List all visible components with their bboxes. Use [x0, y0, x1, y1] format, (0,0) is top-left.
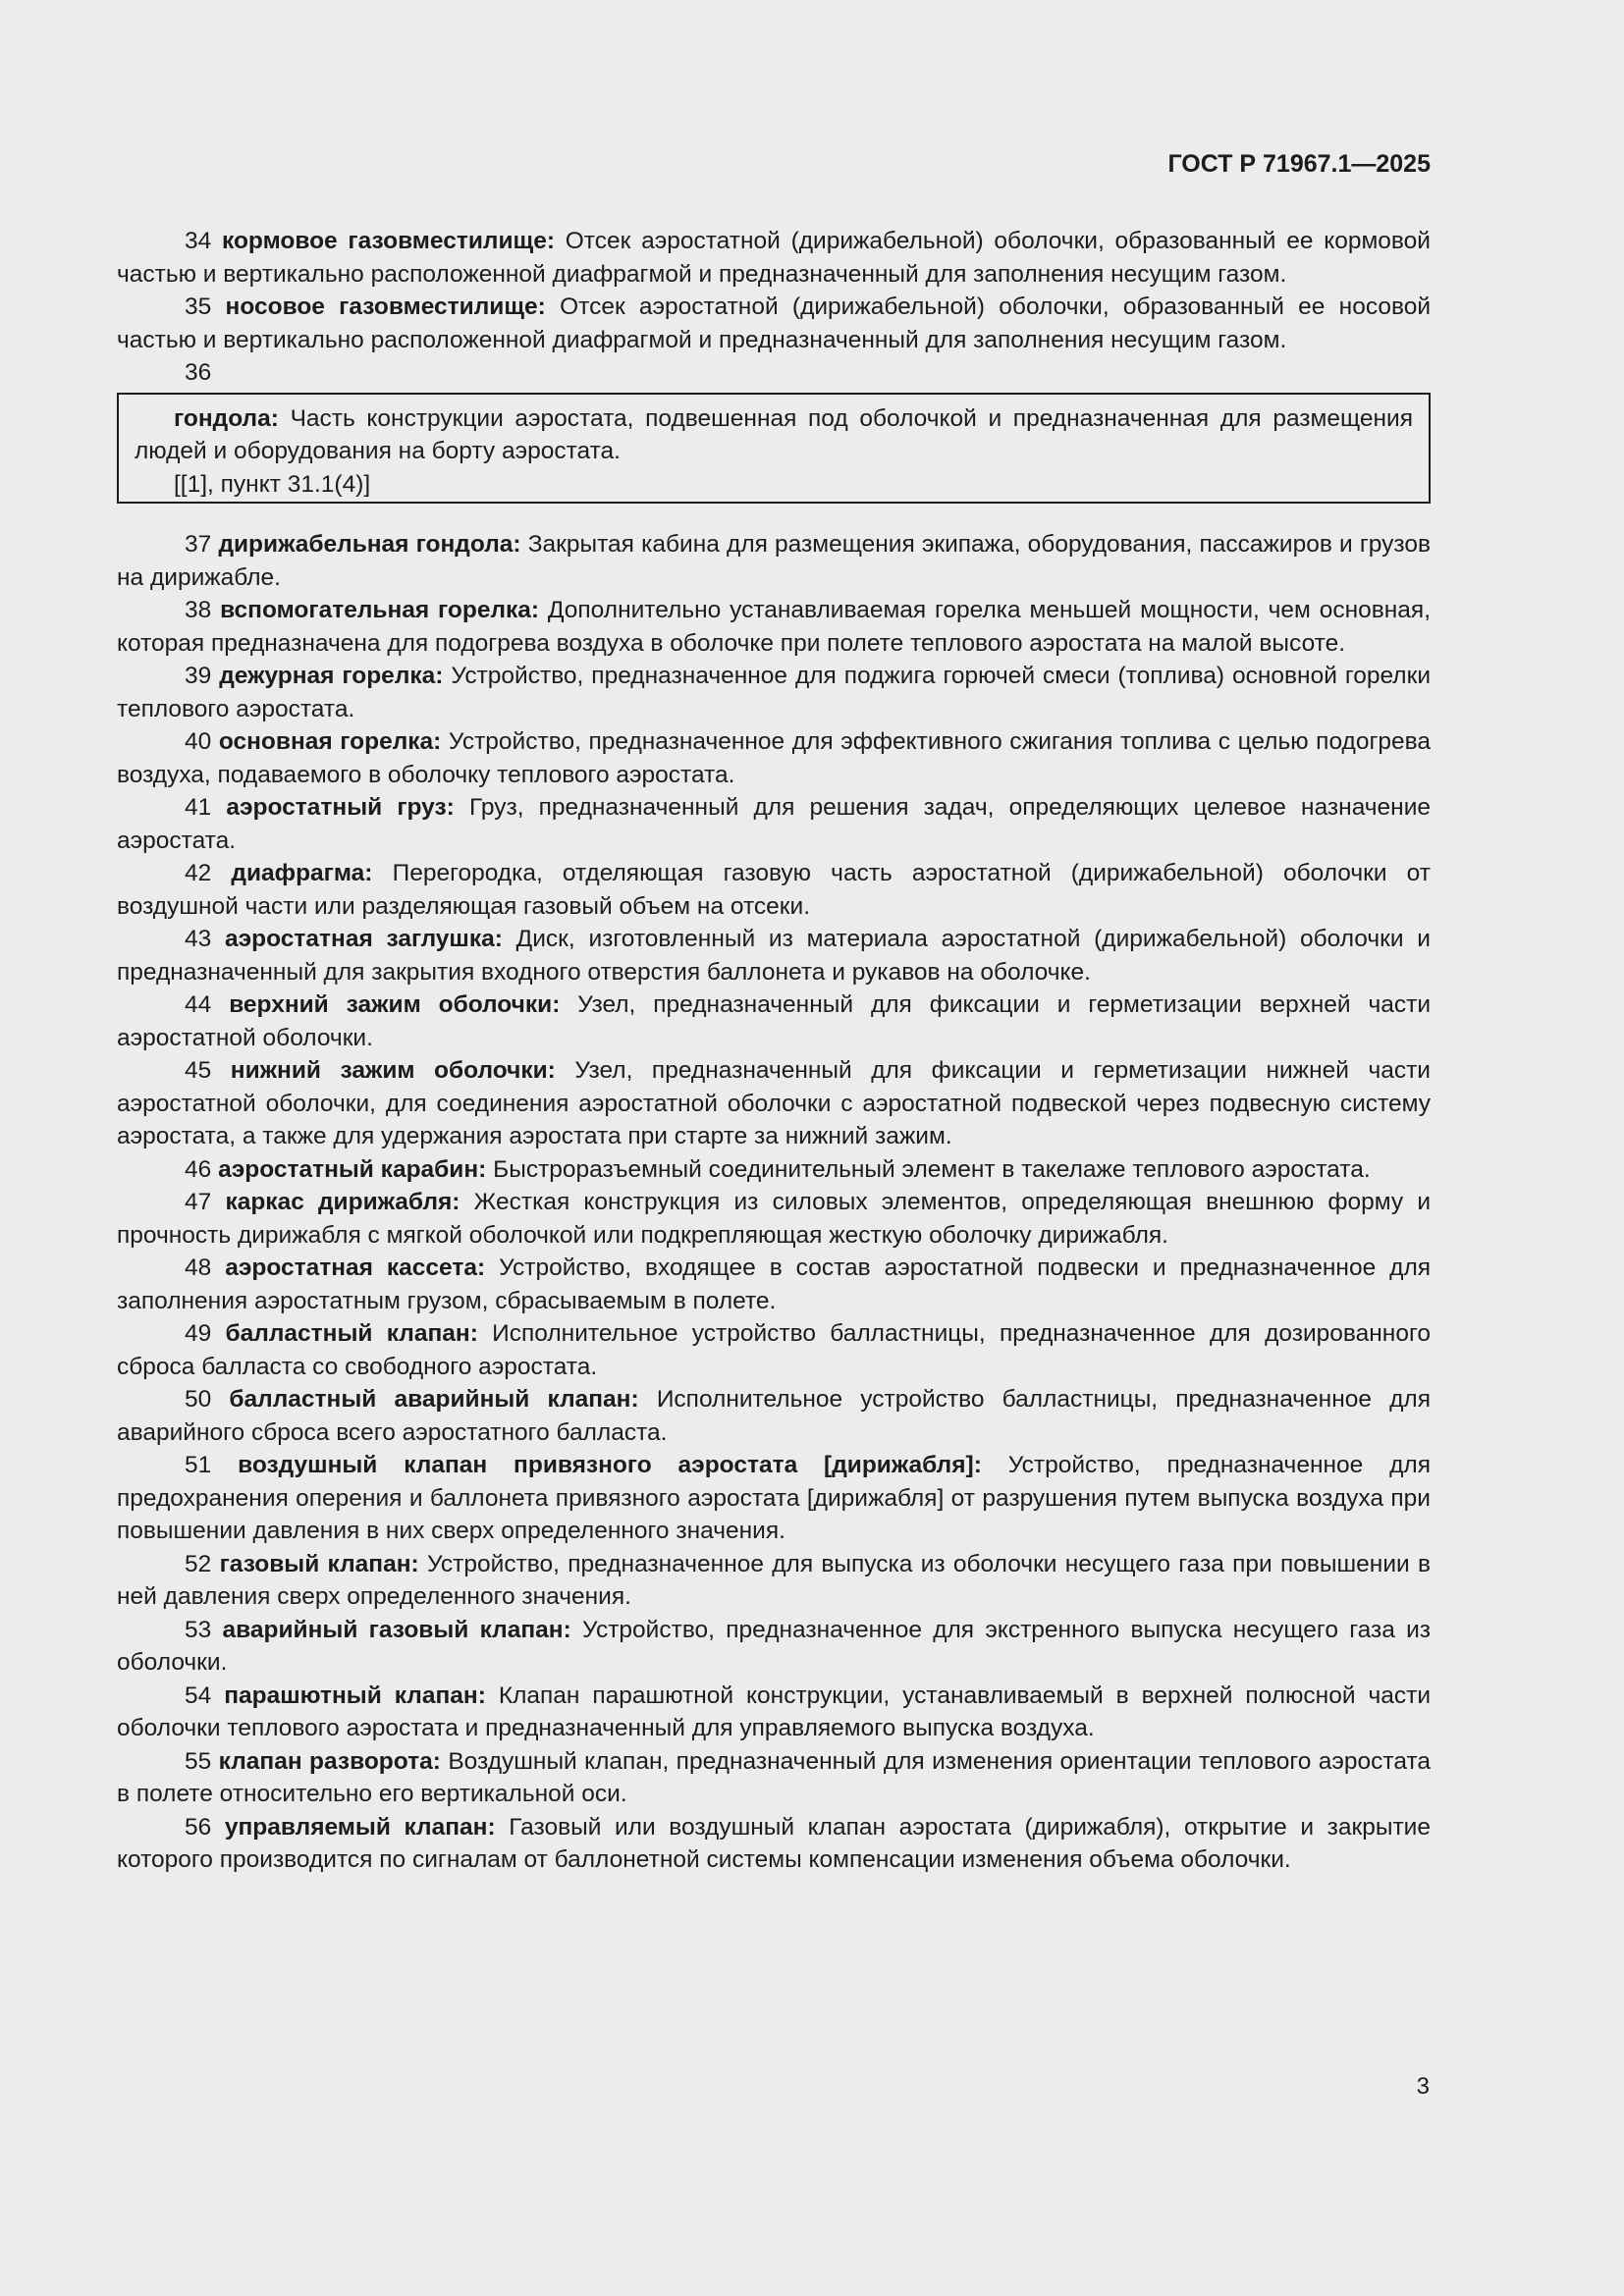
term-number: 41 — [185, 794, 212, 821]
term-entry — [117, 594, 1431, 660]
term-number: 38 — [185, 597, 212, 623]
entries-before-box — [117, 225, 1431, 390]
term-name: носовое газовместилище: — [225, 294, 546, 320]
term-entry — [117, 1811, 1431, 1877]
term-name: аэростатная заглушка: — [225, 926, 503, 952]
document-id: ГОСТ Р 71967.1—2025 — [1167, 150, 1431, 178]
term-name: нижний зажим оболочки: — [230, 1057, 556, 1084]
term-number: 36 — [185, 359, 212, 386]
term-definition: Устройство, предназначенное для предохранения оперения и баллонета привязного аэростата [дирижабля] от разрушения путем выпуска воздуха при повышении давления в них сверх определенного значения. — [117, 1452, 1431, 1544]
term-name: парашютный клапан: — [224, 1682, 486, 1709]
term-definition: Газовый или воздушный клапан аэростата (дирижабля), открытие и закрытие которого производится по сигналам от баллонетной системы компенсации изменения объема оболочки. — [117, 1813, 1431, 1873]
term-entry — [117, 1252, 1431, 1317]
term-definition: Узел, предназначенный для фиксации и герметизации нижней части аэростатной оболочки, для соединения аэростатной оболочки с аэростатной подвеской через подвесную систему аэростата, а также для удержания аэростата при старте за нижний зажим. — [117, 1057, 1431, 1149]
term-number: 45 — [185, 1057, 212, 1084]
term-definition: Устройство, предназначенное для эффективного сжигания топлива с целью подогрева воздуха, подаваемого в оболочку теплового аэростата. — [117, 728, 1432, 788]
term-name: дирижабельная гондола: — [218, 531, 521, 558]
term-definition: Закрытая кабина для размещения экипажа, оборудования, пассажиров и грузов на дирижабле. — [117, 531, 1431, 591]
term-number: 55 — [185, 1747, 212, 1775]
term-name: клапан разворота: — [218, 1747, 441, 1775]
term-definition: Отсек аэростатной (дирижабельной) оболочки, образованный ее кормовой частью и вертикально расположенной диафрагмой и предназначенный для заполнения несущим газом. — [117, 228, 1431, 288]
term-definition: Перегородка, отделяющая газовую часть аэростатной (дирижабельной) оболочки от воздушной части или разделяющая газовый объем на отсеки. — [117, 860, 1431, 920]
term-entry — [117, 857, 1431, 923]
term-entry — [117, 1383, 1431, 1449]
term-number: 50 — [185, 1386, 212, 1413]
term-number: 42 — [185, 860, 212, 886]
term-number: 49 — [185, 1320, 212, 1347]
term-name: воздушный клапан привязного аэростата [дирижабля]: — [238, 1452, 982, 1478]
term-name: управляемый клапан: — [224, 1813, 496, 1841]
term-number: 48 — [185, 1255, 212, 1281]
term-number: 39 — [185, 663, 212, 689]
boxed-definition — [117, 393, 1431, 505]
term-definition: Груз, предназначенный для решения задач, определяющих целевое назначение аэростата. — [117, 794, 1432, 854]
term-definition: Отсек аэростатной (дирижабельной) оболочки, образованный ее носовой частью и вертикально расположенной диафрагмой и предназначенный для заполнения несущим газом. — [117, 294, 1432, 353]
term-name: аварийный газовый клапан: — [222, 1616, 571, 1643]
boxed-term: гондола: — [174, 404, 279, 432]
term-entry — [117, 291, 1431, 356]
term-entry — [117, 1317, 1431, 1383]
boxed-source: [[1], пункт 31.1(4)] — [174, 470, 371, 498]
term-number: 46 — [185, 1155, 212, 1183]
term-number: 52 — [185, 1550, 212, 1577]
term-number: 35 — [185, 294, 212, 320]
term-entry — [117, 1054, 1431, 1153]
term-definition: Клапан парашютной конструкции, устанавливаемый в верхней полюсной части оболочки теплового аэростата и предназначенный для управляемого выпуска воздуха. — [117, 1682, 1432, 1741]
term-entry — [117, 988, 1431, 1054]
term-entry — [117, 528, 1431, 594]
term-number: 56 — [185, 1813, 212, 1841]
term-name: каркас дирижабля: — [225, 1189, 460, 1215]
term-entry — [117, 1614, 1431, 1680]
term-name: аэростатная кассета: — [225, 1255, 486, 1281]
term-definition: Жесткая конструкция из силовых элементов, определяющая внешнюю форму и прочность дирижабля с мягкой оболочкой или подкрепляющая жесткую оболочку дирижабля. — [117, 1189, 1432, 1249]
term-definition: Диск, изготовленный из материала аэростатной (дирижабельной) оболочки и предназначенный для закрытия входного отверстия баллонета и рукавов на оболочке. — [117, 926, 1431, 986]
term-number: 53 — [185, 1616, 212, 1643]
term-definition: Исполнительное устройство балластницы, предназначенное для аварийного сброса всего аэростатного балласта. — [117, 1386, 1431, 1446]
term-definition: Воздушный клапан, предназначенный для изменения ориентации теплового аэростата в полете относительно его вертикальной оси. — [117, 1747, 1432, 1807]
term-number: 44 — [185, 991, 212, 1018]
term-definition: Быстроразъемный соединительный элемент в такелаже теплового аэростата. — [493, 1155, 1371, 1183]
entries-after-box — [117, 528, 1431, 1877]
term-definition: Устройство, входящее в состав аэростатной подвески и предназначенное для заполнения аэростатным грузом, сбрасываемым в полете. — [117, 1255, 1432, 1314]
term-entry — [117, 791, 1431, 857]
term-entry — [117, 1548, 1431, 1614]
term-name: кормовое газовместилище: — [222, 228, 555, 254]
term-entry — [117, 1153, 1431, 1187]
term-number: 37 — [185, 531, 212, 558]
terms-list — [117, 225, 1431, 1877]
page-number: 3 — [1416, 2073, 1430, 2100]
term-number: 47 — [185, 1189, 212, 1215]
term-name: верхний зажим оболочки: — [229, 991, 561, 1018]
boxed-text: Часть конструкции аэростата, подвешенная под оболочкой и предназначенная для размещения людей и оборудования на борту аэростата. — [135, 404, 1414, 464]
term-number: 43 — [185, 926, 212, 952]
term-entry — [117, 1449, 1431, 1548]
term-definition: Дополнительно устанавливаемая горелка меньшей мощности, чем основная, которая предназначена для подогрева воздуха в оболочке при полете теплового аэростата на малой высоте. — [117, 597, 1431, 657]
term-name: балластный аварийный клапан: — [229, 1386, 639, 1413]
term-entry — [117, 1745, 1431, 1811]
term-name: вспомогательная горелка: — [220, 597, 540, 623]
term-definition: Узел, предназначенный для фиксации и герметизации верхней части аэростатной оболочки. — [117, 991, 1432, 1051]
term-definition: Устройство, предназначенное для поджига горючей смеси (топлива) основной горелки теплового аэростата. — [117, 663, 1431, 722]
term-definition: Устройство, предназначенное для экстренного выпуска несущего газа из оболочки. — [117, 1616, 1431, 1676]
term-name: аэростатный карабин: — [218, 1155, 487, 1183]
term-name: аэростатный груз: — [226, 794, 455, 821]
term-number: 34 — [185, 228, 212, 254]
term-number: 40 — [185, 728, 212, 755]
term-number: 51 — [185, 1452, 212, 1478]
boxed-definition-text — [135, 402, 1413, 468]
term-definition: Устройство, предназначенное для выпуска из оболочки несущего газа при повышении в ней давления сверх определенного значения. — [117, 1550, 1431, 1610]
term-entry — [117, 356, 1431, 390]
term-name: балластный клапан: — [225, 1320, 478, 1347]
term-entry — [117, 1186, 1431, 1252]
term-name: газовый клапан: — [219, 1550, 419, 1577]
term-number: 54 — [185, 1682, 212, 1709]
term-entry — [117, 1680, 1431, 1745]
term-name: основная горелка: — [218, 728, 442, 755]
term-name: диафрагма: — [231, 860, 373, 886]
term-entry — [117, 660, 1431, 725]
term-name: дежурная горелка: — [219, 663, 444, 689]
term-definition: Исполнительное устройство балластницы, предназначенное для дозированного сброса балласта со свободного аэростата. — [117, 1320, 1431, 1380]
term-entry — [117, 225, 1431, 291]
term-entry — [117, 923, 1431, 988]
term-entry — [117, 725, 1431, 791]
